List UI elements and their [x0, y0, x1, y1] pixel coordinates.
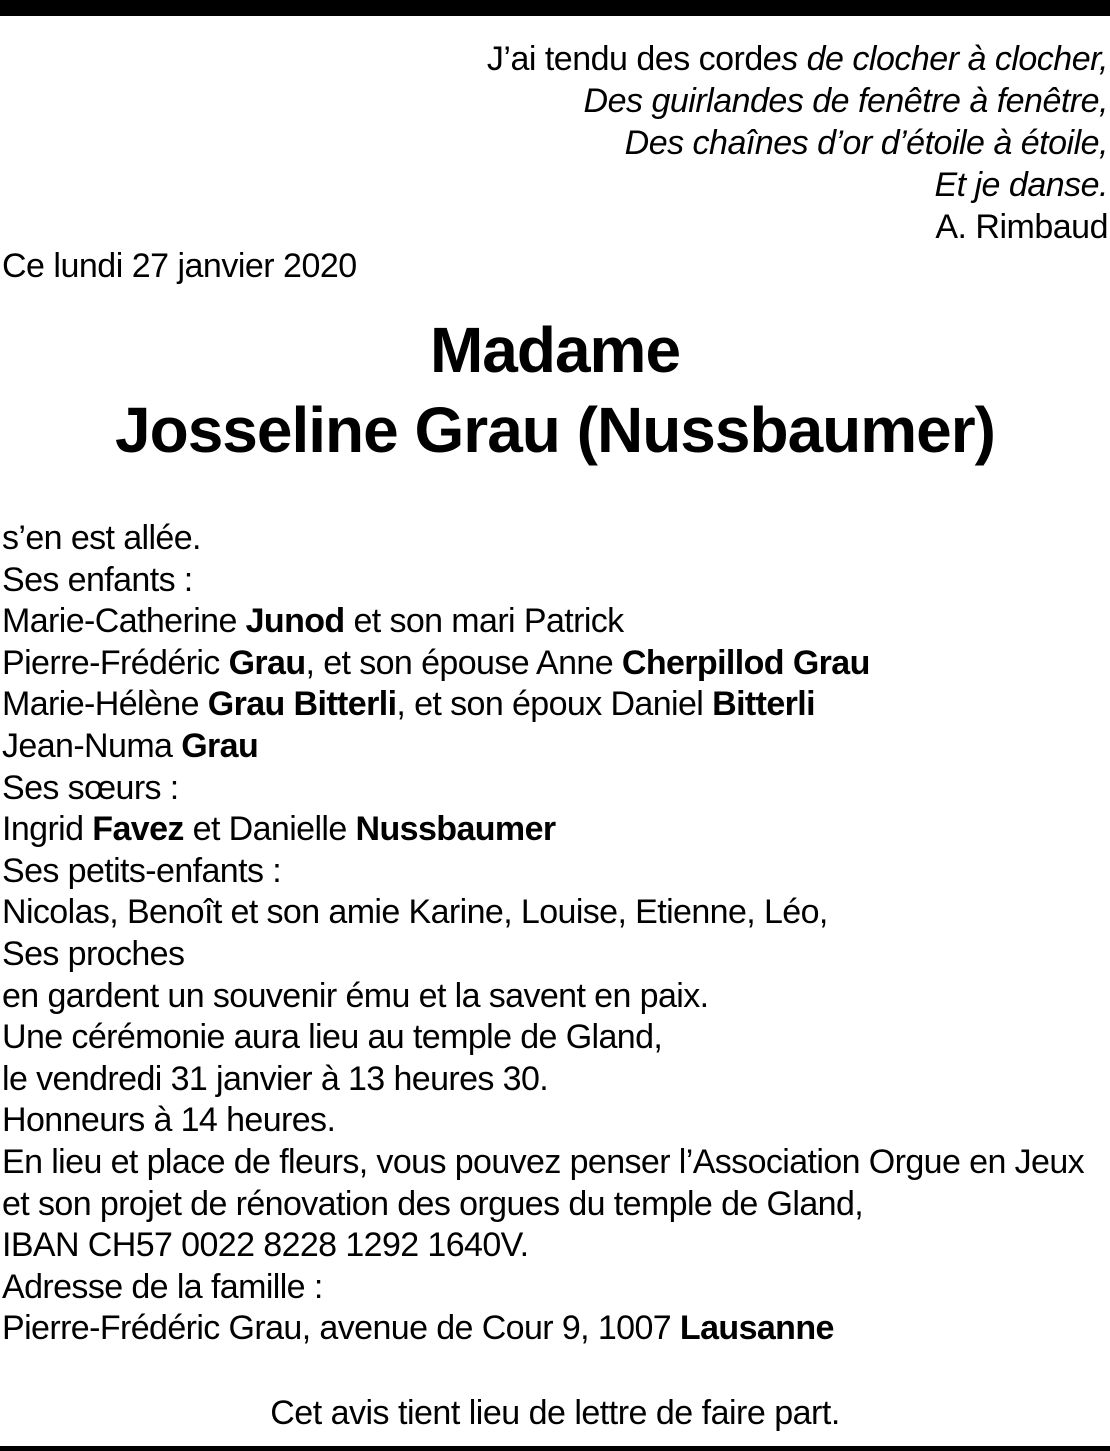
poem-line-4: Et je danse.: [934, 166, 1108, 204]
notice-body: [2, 518, 1108, 1350]
body-line: [2, 809, 1108, 851]
body-line-part: , et son époux Daniel: [396, 685, 713, 724]
family-name: Bitterli: [712, 685, 815, 724]
city-name: Lausanne: [679, 1309, 834, 1348]
poem-line-1-end: es de clocher à clocher,: [762, 40, 1108, 78]
bottom-border-rule: [0, 1446, 1110, 1451]
heading-title: Madame: [429, 314, 681, 386]
family-name: Favez: [92, 810, 184, 849]
body-line: Une cérémonie aura lieu au temple de Gland,: [2, 1018, 663, 1057]
body-line-part: Marie-Catherine: [2, 602, 246, 641]
body-line: Ses proches: [2, 934, 185, 973]
poem-line-3: Des chaînes d’or d’étoile à étoile,: [624, 124, 1108, 162]
heading-name: Josseline Grau (Nussbaumer): [115, 394, 995, 466]
body-line-part: et Danielle: [183, 810, 356, 849]
body-line: Honneurs à 14 heures.: [2, 1101, 336, 1140]
poem-line-2: Des guirlandes de fenêtre à fenêtre,: [583, 82, 1108, 120]
body-line: [2, 1308, 1108, 1350]
closing-note: Cet avis tient lieu de lettre de faire part.: [270, 1394, 840, 1432]
epigraph-poem: [348, 38, 1108, 248]
body-line-part: , et son épouse Anne: [305, 643, 622, 682]
poem-line-1-start: J’ai tendu des cord: [486, 40, 763, 78]
body-line: s’en est allée.: [2, 519, 201, 557]
body-line: Adresse de la famille :: [2, 1267, 323, 1306]
body-line: [2, 726, 1108, 768]
body-line-part: Pierre-Frédéric Grau, avenue de Cour 9, 1007: [2, 1309, 680, 1348]
family-name: Junod: [245, 602, 345, 641]
family-name: Cherpillod Grau: [621, 643, 870, 682]
family-name: Grau: [181, 726, 259, 765]
body-line: le vendredi 31 janvier à 13 heures 30.: [2, 1059, 549, 1098]
body-line: Ses petits-enfants :: [2, 851, 282, 890]
body-line: en gardent un souvenir ému et la savent en paix.: [2, 976, 709, 1015]
body-line: Ses enfants :: [2, 560, 193, 599]
poem-author: A. Rimbaud: [935, 208, 1108, 246]
body-line-part: et son mari Patrick: [344, 602, 624, 641]
body-line: [2, 601, 1108, 643]
family-name: Nussbaumer: [355, 810, 556, 849]
body-line: et son projet de rénovation des orgues du temple de Gland,: [2, 1184, 864, 1223]
body-line: [2, 643, 1108, 685]
body-line-part: Pierre-Frédéric: [2, 643, 229, 682]
body-line: En lieu et place de fleurs, vous pouvez penser l’Association Orgue en Jeux: [2, 1142, 1085, 1181]
body-line-part: Ingrid: [2, 810, 93, 849]
top-border-rule: [0, 0, 1110, 16]
body-line-part: Jean-Numa: [2, 726, 182, 765]
body-line: Nicolas, Benoît et son amie Karine, Louise, Etienne, Léo,: [2, 893, 828, 932]
body-line: IBAN CH57 0022 8228 1292 1640V.: [2, 1226, 529, 1265]
body-line: Ses sœurs :: [2, 768, 179, 807]
family-name: Grau: [228, 643, 306, 682]
body-line-part: Marie-Hélène: [2, 685, 208, 724]
body-line: [2, 684, 1108, 726]
poem-line-1: [348, 38, 1108, 80]
deceased-heading: [0, 310, 1110, 470]
family-name: Grau Bitterli: [207, 685, 397, 724]
date-line: Ce lundi 27 janvier 2020: [2, 247, 357, 285]
